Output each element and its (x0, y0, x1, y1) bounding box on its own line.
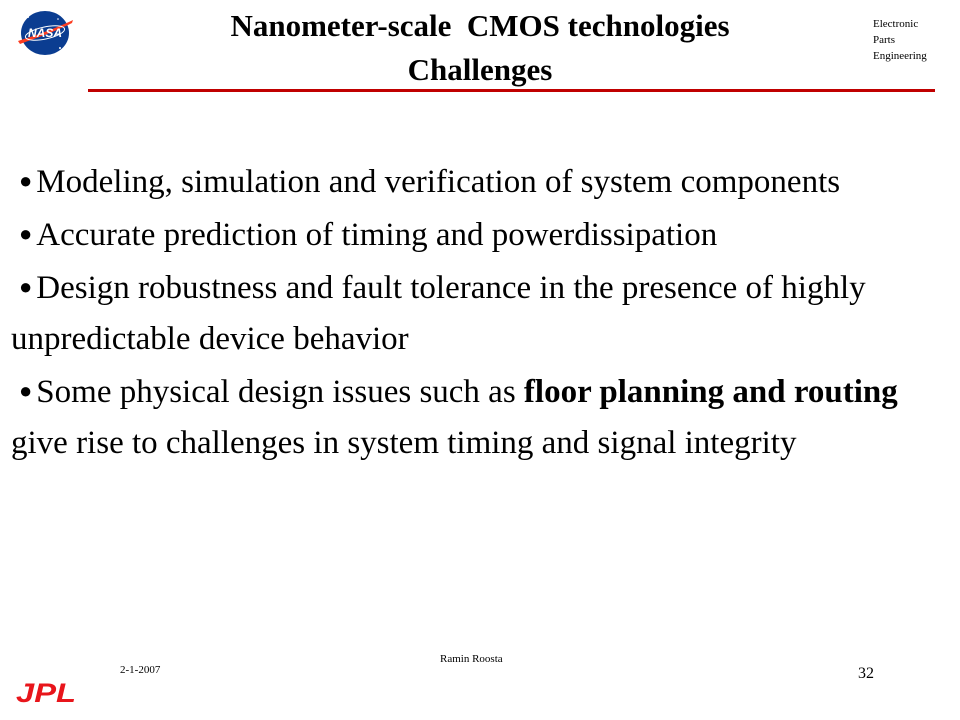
bullet-item (11, 155, 951, 208)
bullet-text: Design robustness and fault tolerance in the presence of highly unpredictable device behavior (11, 270, 866, 357)
bullet-dot: ● (19, 221, 33, 246)
bullet-dot: ● (19, 274, 33, 299)
footer-author: Ramin Roosta (440, 653, 503, 665)
title-line-2: Challenges (407, 52, 553, 87)
title-line-1: Nanometer-scale CMOS technologies (230, 8, 730, 43)
bullet-item (11, 261, 951, 365)
bullet-text: Modeling, simulation and verification of system components (36, 164, 841, 200)
bullet-dot: ● (19, 378, 33, 403)
department-label (873, 16, 927, 64)
dept-line-3: Engineering (873, 50, 927, 62)
dept-line-2: Parts (873, 34, 895, 46)
bullet-text-bold: floor planning and routing (523, 374, 898, 410)
header-divider (88, 89, 935, 92)
page-number: 32 (858, 665, 874, 682)
bullet-text-pre: Some physical design issues such as (36, 374, 524, 410)
page-title (150, 4, 810, 92)
jpl-logo (14, 676, 80, 706)
bullet-item (11, 365, 951, 469)
footer-date: 2-1-2007 (120, 664, 161, 676)
dept-line-1: Electronic (873, 18, 919, 30)
bullet-text: Accurate prediction of timing and powerdissipation (36, 217, 718, 253)
bullet-dot: ● (19, 168, 33, 193)
bullet-item (11, 208, 951, 261)
bullet-list (11, 155, 951, 469)
bullet-text-post: give rise to challenges in system timing and signal integrity (11, 425, 797, 461)
nasa-logo-text: NASA (27, 26, 63, 40)
jpl-logo-text: JPL (16, 678, 76, 706)
nasa-logo (14, 8, 76, 58)
